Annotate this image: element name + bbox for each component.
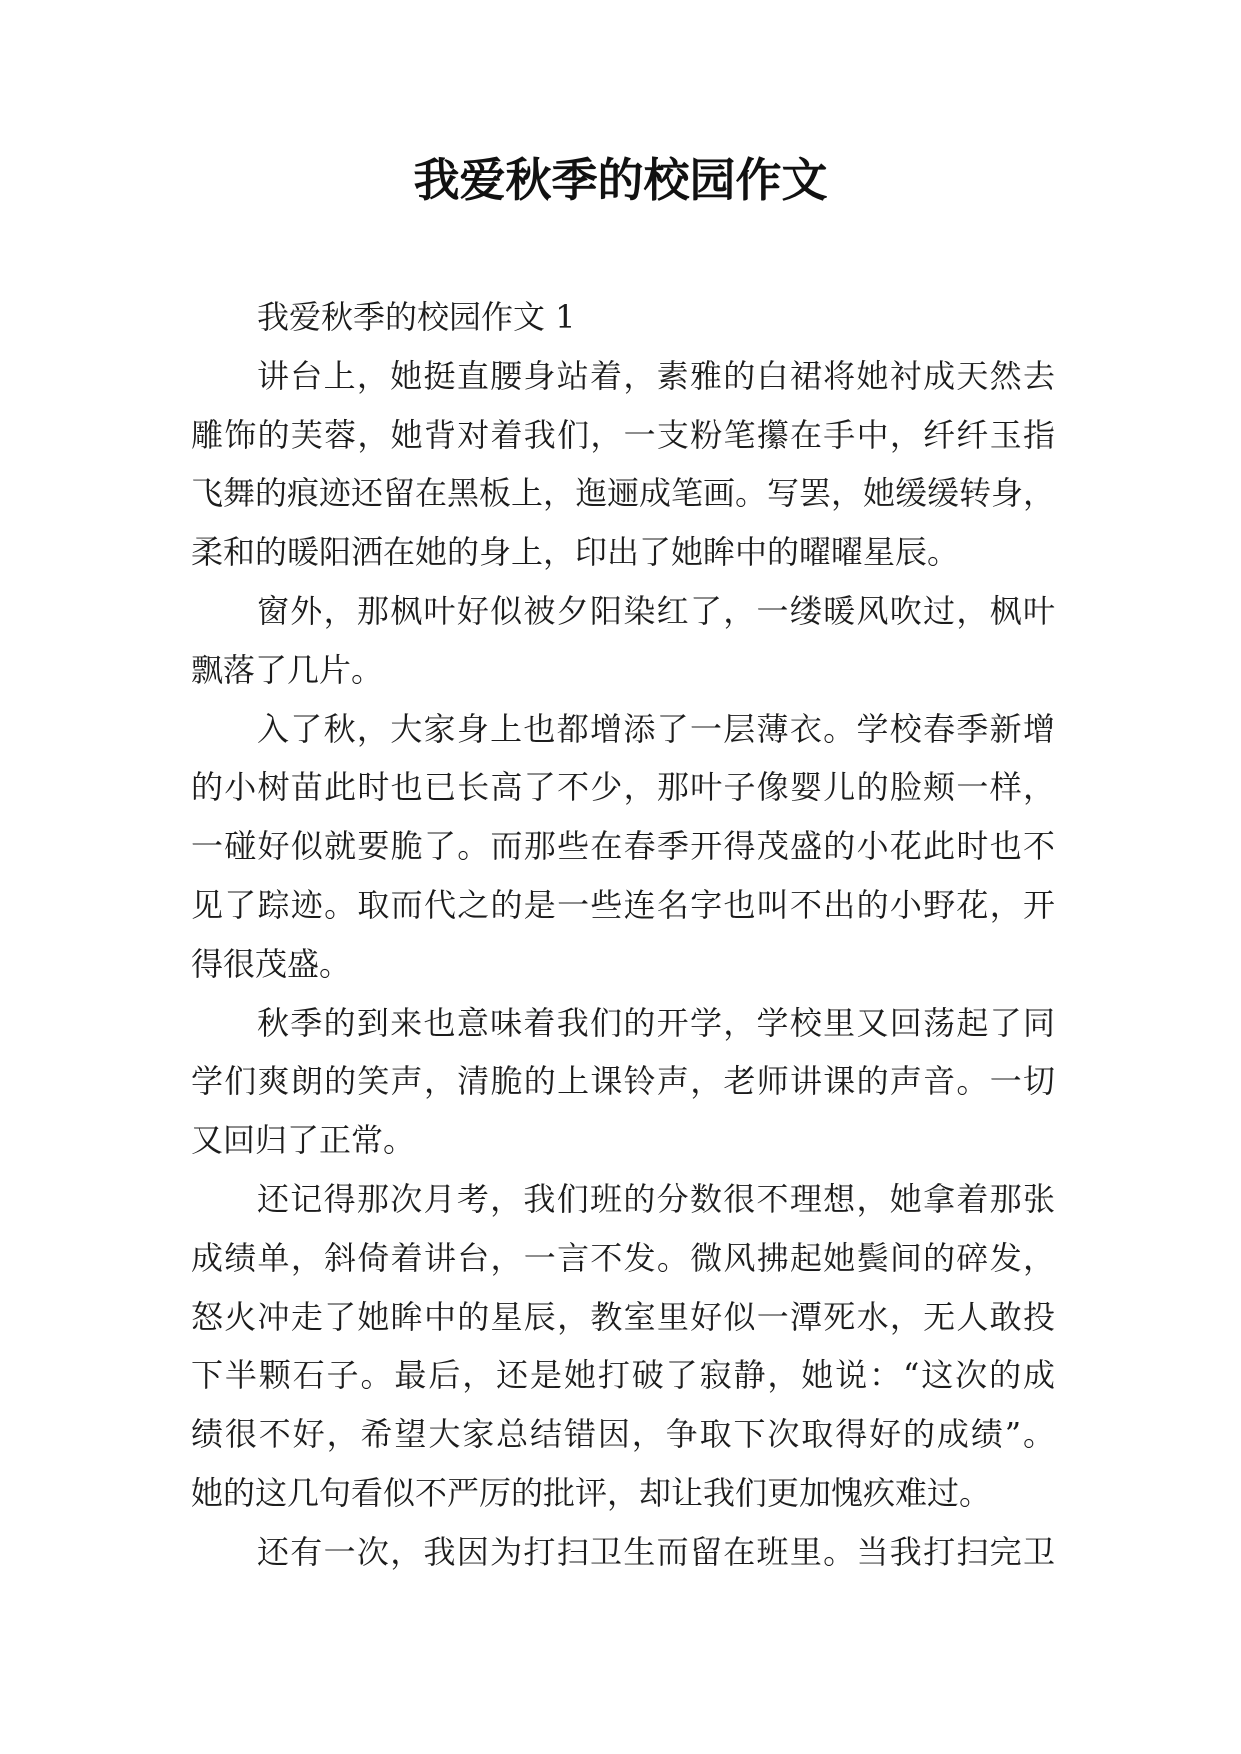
text-line: 得很茂盛。 [191,944,352,983]
section-heading: 我爱秋季的校园作文 1 [257,298,576,336]
text-line: 绩很不好，希望大家总结错因，争取下次取得好的成绩”。 [191,1415,1055,1454]
text-line: 的小树苗此时也已长高了不少，那叶子像婴儿的脸颊一样， [191,768,1055,807]
text-line: 见了踪迹。取而代之的是一些连名字也叫不出的小野花，开 [191,885,1055,924]
paragraph [191,700,1055,994]
paragraph [191,1170,1055,1523]
text-line: 还有一次，我因为打扫卫生而留在班里。当我打扫完卫 [257,1532,1055,1571]
text-line: 讲台上，她挺直腰身站着，素雅的白裙将她衬成天然去 [257,356,1055,395]
paragraph [191,347,1055,582]
document-body [191,288,1055,1582]
text-line: 秋季的到来也意味着我们的开学，学校里又回荡起了同 [257,1003,1055,1042]
text-line: 又回归了正常。 [191,1121,416,1160]
text-line: 入了秋，大家身上也都增添了一层薄衣。学校春季新增 [257,709,1055,748]
text-line: 学们爽朗的笑声，清脆的上课铃声，老师讲课的声音。一切 [191,1062,1055,1101]
text-line: 柔和的暖阳洒在她的身上，印出了她眸中的曜曜星辰。 [191,533,960,572]
text-line: 窗外，那枫叶好似被夕阳染红了，一缕暖风吹过，枫叶 [257,591,1055,630]
paragraph [191,582,1055,700]
text-line: 一碰好似就要脆了。而那些在春季开得茂盛的小花此时也不 [191,827,1055,866]
text-line: 还记得那次月考，我们班的分数很不理想，她拿着那张 [257,1179,1055,1218]
text-line: 下半颗石子。最后，还是她打破了寂静，她说：“这次的成 [191,1356,1055,1395]
paragraph [191,1523,1055,1582]
text-line: 她的这几句看似不严厉的批评，却让我们更加愧疚难过。 [191,1473,992,1512]
text-line: 雕饰的芙蓉，她背对着我们，一支粉笔攥在手中，纤纤玉指 [191,415,1055,454]
text-line: 怒火冲走了她眸中的星辰，教室里好似一潭死水，无人敢投 [191,1297,1055,1336]
text-line: 成绩单，斜倚着讲台，一言不发。微风拂起她鬓间的碎发， [191,1238,1055,1277]
text-line: 飞舞的痕迹还留在黑板上，迤逦成笔画。写罢，她缓缓转身， [191,474,1056,513]
document-title: 我爱秋季的校园作文 [413,153,828,207]
paragraph [191,994,1055,1170]
text-line: 飘落了几片。 [191,650,384,689]
